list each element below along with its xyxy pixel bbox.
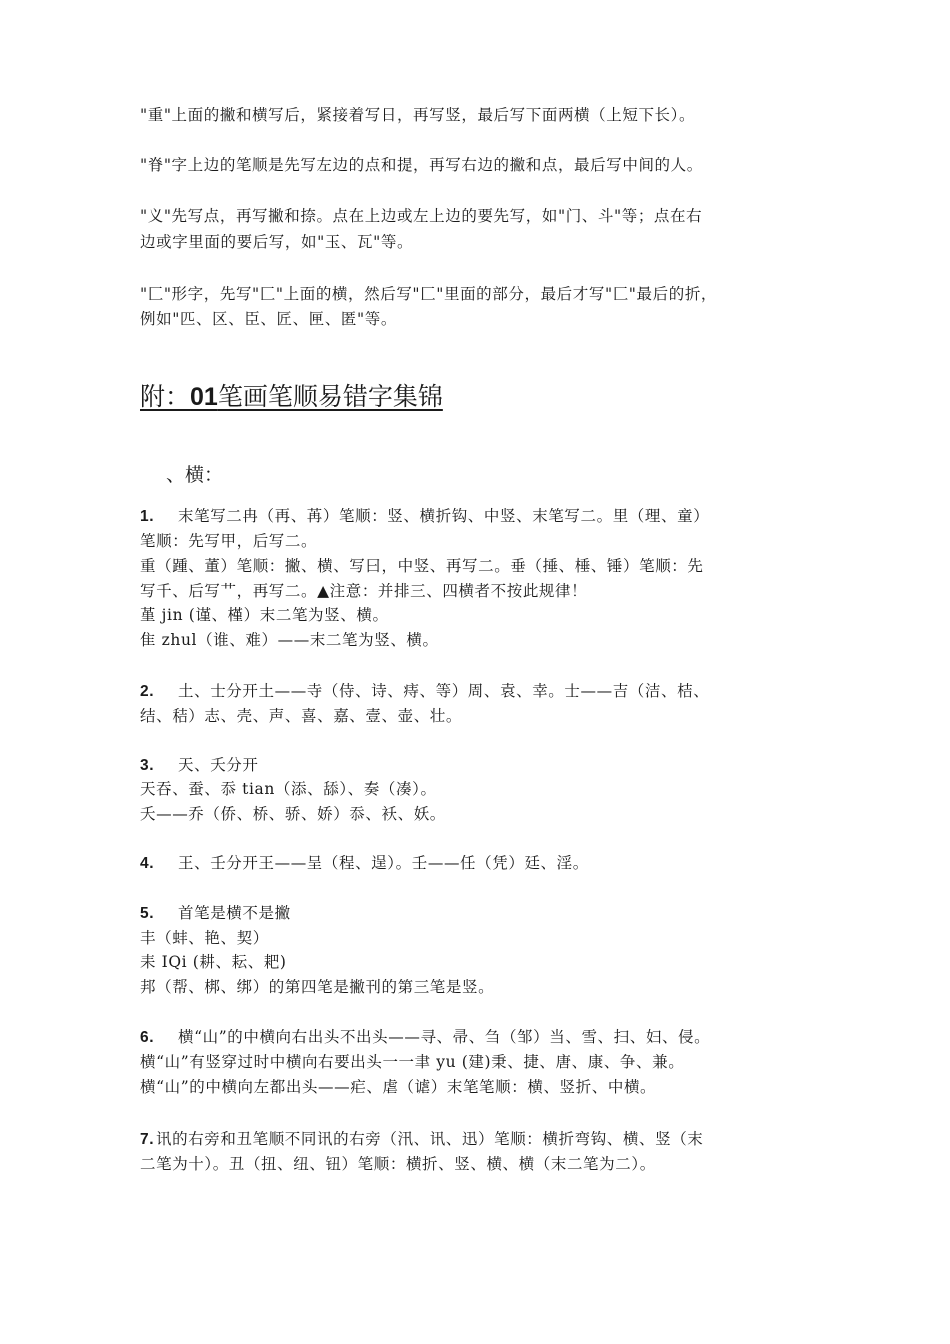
item-1-line: 堇 jin (谨、槿）末二笔为竖、横。 (140, 606, 389, 624)
item-number: 3. (140, 757, 155, 774)
item-number: 7. (140, 1131, 155, 1148)
heading-number: 01 (190, 383, 218, 411)
item-number: 4. (140, 855, 155, 872)
item-5-line: 丰（蚌、艳、契） (140, 929, 269, 947)
intro-paragraph-fang-line1: "匚"形字，先写"匚"上面的横，然后写"匚"里面的部分，最后才写"匚"最后的折， (140, 285, 718, 303)
intro-paragraph-fang-line2: 例如"匹、区、臣、匠、匣、匿"等。 (140, 310, 397, 328)
heading-title: 笔画笔顺易错字集锦 (217, 382, 443, 411)
intro-paragraph-yi-line2: 边或字里面的要后写，如"玉、瓦"等。 (140, 233, 414, 251)
item-number: 1. (140, 508, 155, 525)
item-text: 天、夭分开 (178, 756, 259, 774)
item-number: 6. (140, 1029, 155, 1046)
item-text: 王、壬分开王——呈（程、逞）。壬——任（凭）廷、淫。 (178, 854, 589, 872)
heading-prefix: 附： (140, 382, 191, 411)
item-text: 土、士分开土——寺（侍、诗、痔、等）周、袁、幸。士——吉（洁、桔、 (178, 682, 710, 700)
item-text: 横“山”的中横向右出头不出头——寻、帚、刍（邹）当、雪、扫、妇、侵。 (178, 1028, 711, 1046)
item-6-line: 横“山”的中横向左都出头——疟、虐（谑）末笔笔顺：横、竖折、中横。 (140, 1078, 657, 1096)
intro-paragraph-zhong: "重"上面的撇和横写后，紧接着写日，再写竖，最后写下面两横（上短下长）。 (140, 106, 696, 124)
item-5-line: 邦（帮、梆、绑）的第四笔是撇刊的第三笔是竖。 (140, 978, 495, 996)
item-2-line: 结、秸）志、壳、声、喜、嘉、壹、壶、壮。 (140, 707, 463, 725)
item-6-line: 横“山”有竖穿过时中横向右要出头一一聿 yu (建)秉、捷、唐、康、争、兼。 (140, 1053, 685, 1071)
item-1-line: 隹 zhul（谁、难）——末二笔为竖、横。 (140, 631, 439, 649)
item-text: 讯的右旁和丑笔顺不同讯的右旁（汛、讯、迅）笔顺：横折弯钩、横、竖（末 (156, 1130, 704, 1148)
item-text: 末笔写二冉（再、苒）笔顺：竖、横折钩、中竖、末笔写二。里（理、童） (178, 507, 710, 525)
item-2-first-line (140, 681, 709, 702)
item-7-line: 二笔为十）。丑（扭、纽、钮）笔顺：横折、竖、横、横（末二笔为二）。 (140, 1155, 656, 1173)
item-5-line: 耒 IQi (耕、耘、耙) (140, 953, 287, 971)
intro-paragraph-yi-line1: "义"先写点，再写撇和捺。点在上边或左上边的要先写，如"门、斗"等；点在右 (140, 207, 703, 225)
item-6-first-line (140, 1027, 710, 1048)
item-1-first-line (140, 506, 709, 527)
section-heading (140, 380, 443, 414)
item-3-line: 夭——乔（侨、桥、骄、娇）忝、袄、妖。 (140, 805, 446, 823)
item-text: 首笔是横不是撇 (178, 904, 291, 922)
item-5-first-line (140, 903, 291, 924)
intro-paragraph-ji: "脊"字上边的笔顺是先写左边的点和提，再写右边的撇和点，最后写中间的人。 (140, 156, 703, 174)
item-4-first-line (140, 853, 589, 874)
item-number: 5. (140, 905, 155, 922)
item-1-line: 重（踵、董）笔顺：撇、横、写曰，中竖、再写二。垂（捶、棰、锤）笔顺：先 (140, 557, 704, 575)
subheading-heng: 、横： (166, 464, 224, 486)
item-3-line: 天吞、蚕、忝 tian（添、舔）、奏（凑）。 (140, 780, 437, 798)
item-7-first-line (140, 1129, 703, 1150)
item-3-first-line (140, 755, 259, 776)
item-number: 2. (140, 683, 155, 700)
item-1-line: 写千、后写艹，再写二。▲注意：并排三、四横者不按此规律！ (140, 582, 588, 600)
item-1-line: 笔顺：先写甲，后写二。 (140, 532, 318, 550)
